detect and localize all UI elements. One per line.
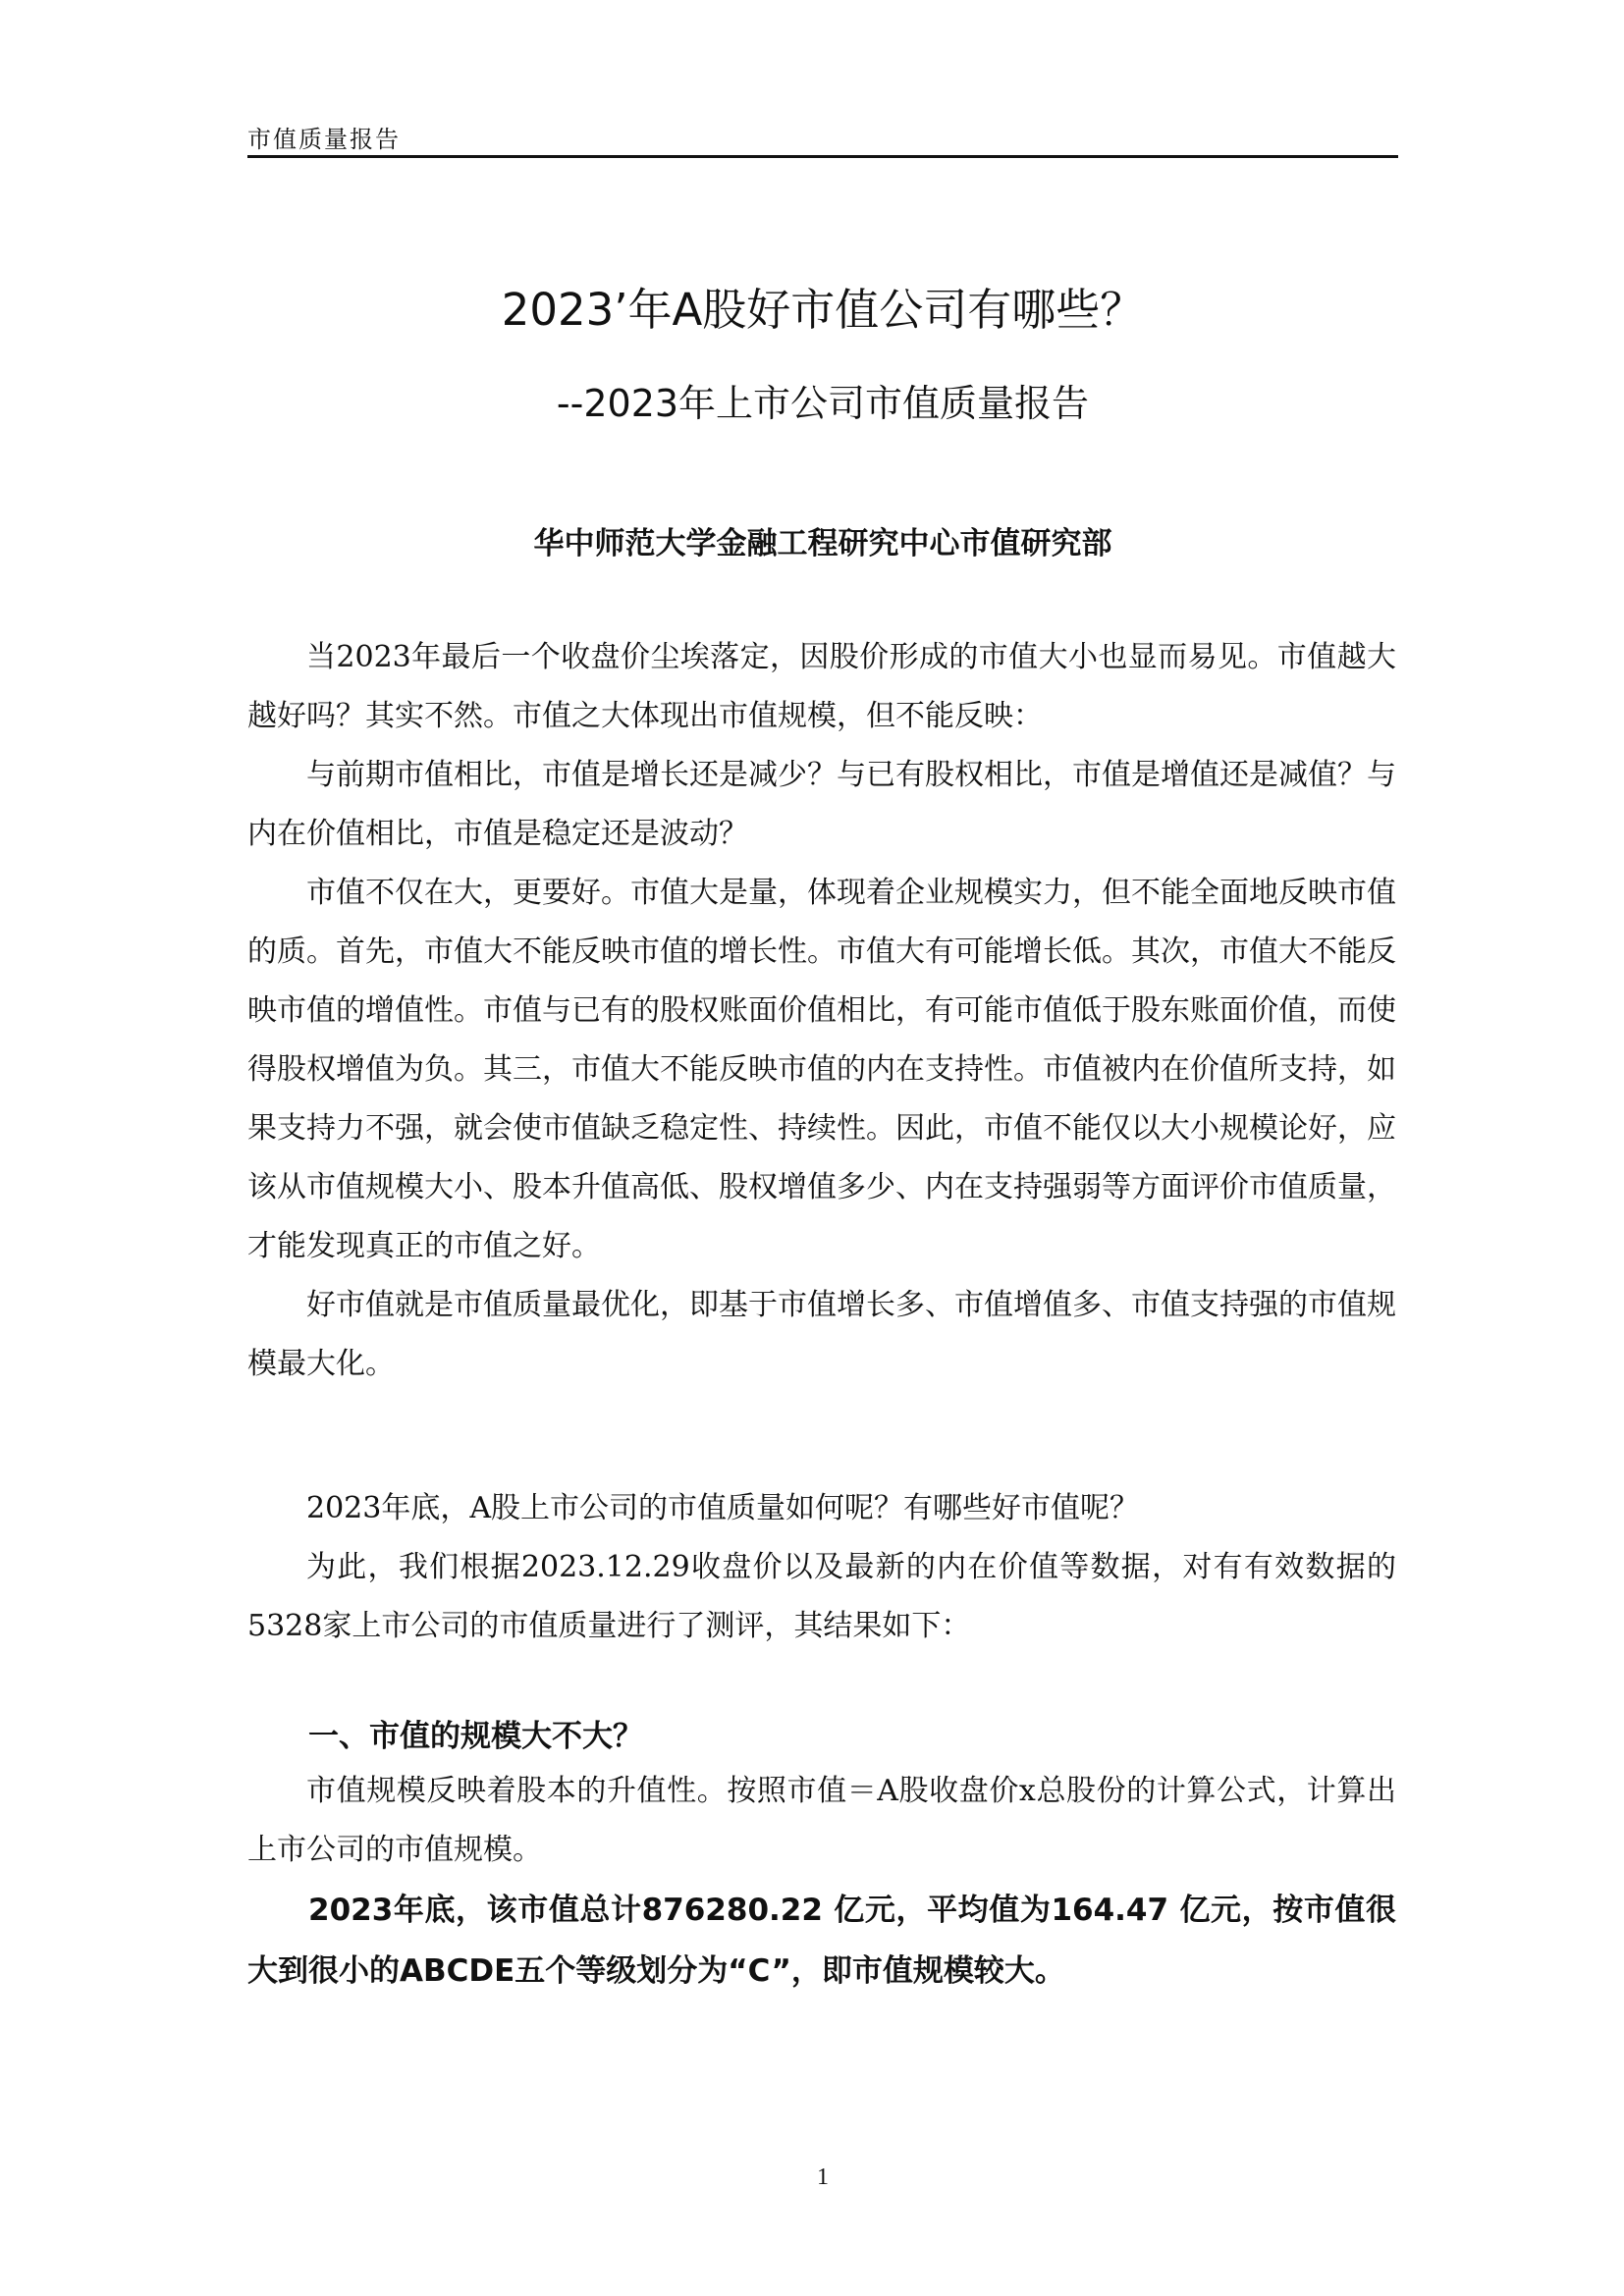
running-header (247, 116, 1398, 158)
intro-paragraph-4: 好市值就是市值质量最优化，即基于市值增长多、市值增值多、市值支持强的市值规模最大化。 (247, 1288, 1396, 1381)
page-number: 1 (817, 2164, 829, 2190)
intro-paragraph-3: 市值不仅在大，更要好。市值大是量，体现着企业规模实力，但不能全面地反映市值的质。首先，市值大不能反映市值的增长性。市值大有可能增长低。其次，市值大不能反映市值的增值性。市值与已有的股权账面价值相比，有可能市值低于股东账面价值，而使得股权增值为负。其三，市值大不能反映市值的内在支持性。市值被内在价值所支持，如果支持力不强，就会使市值缺乏稳定性、持续性。因此，市值不能仅以大小规模论好，应该从市值规模大小、股本升值高低、股权增值多少、内在支持强弱等方面评价市值质量，才能发现真正的市值之好。 (247, 876, 1396, 1263)
document-title: 2023’年A股好市值公司有哪些？ (501, 284, 1145, 336)
document-subtitle: --2023年上市公司市值质量报告 (556, 382, 1090, 425)
intro-paragraph-2: 与前期市值相比，市值是增长还是减少？与已有股权相比，市值是增值还是减值？与内在价值相比，市值是稳定还是波动？ (247, 758, 1396, 851)
section-scale-paragraph-1: 市值规模反映着股本的升值性。按照市值＝A股收盘价x总股份的计算公式，计算出上市公司的市值规模。 (247, 1774, 1396, 1867)
section-scale-paragraph-2: 2023年底，该市值总计876280.22 亿元，平均值为164.47 亿元，按市值很大到很小的ABCDE五个等级划分为“C”，即市值规模较大。 (247, 1893, 1396, 1989)
intro-paragraph-1: 当2023年最后一个收盘价尘埃落定，因股价形成的市值大小也显而易见。市值越大越好吗？其实不然。市值之大体现出市值规模，但不能反映： (247, 640, 1396, 733)
document-author: 华中师范大学金融工程研究中心市值研究部 (533, 526, 1112, 561)
intro-section (247, 628, 1396, 1394)
running-header-title: 市值质量报告 (247, 126, 401, 153)
evaluation-section (247, 1479, 1396, 1656)
evaluation-paragraph-1: 2023年底，A股上市公司的市值质量如何呢？有哪些好市值呢？ (306, 1491, 1140, 1525)
evaluation-paragraph-2: 为此，我们根据2023.12.29收盘价以及最新的内在价值等数据，对有有效数据的5328家上市公司的市值质量进行了测评，其结果如下： (247, 1550, 1396, 1643)
section-scale-body (247, 1762, 1396, 2002)
section-heading-scale: 一、市值的规模大不大？ (308, 1719, 643, 1754)
